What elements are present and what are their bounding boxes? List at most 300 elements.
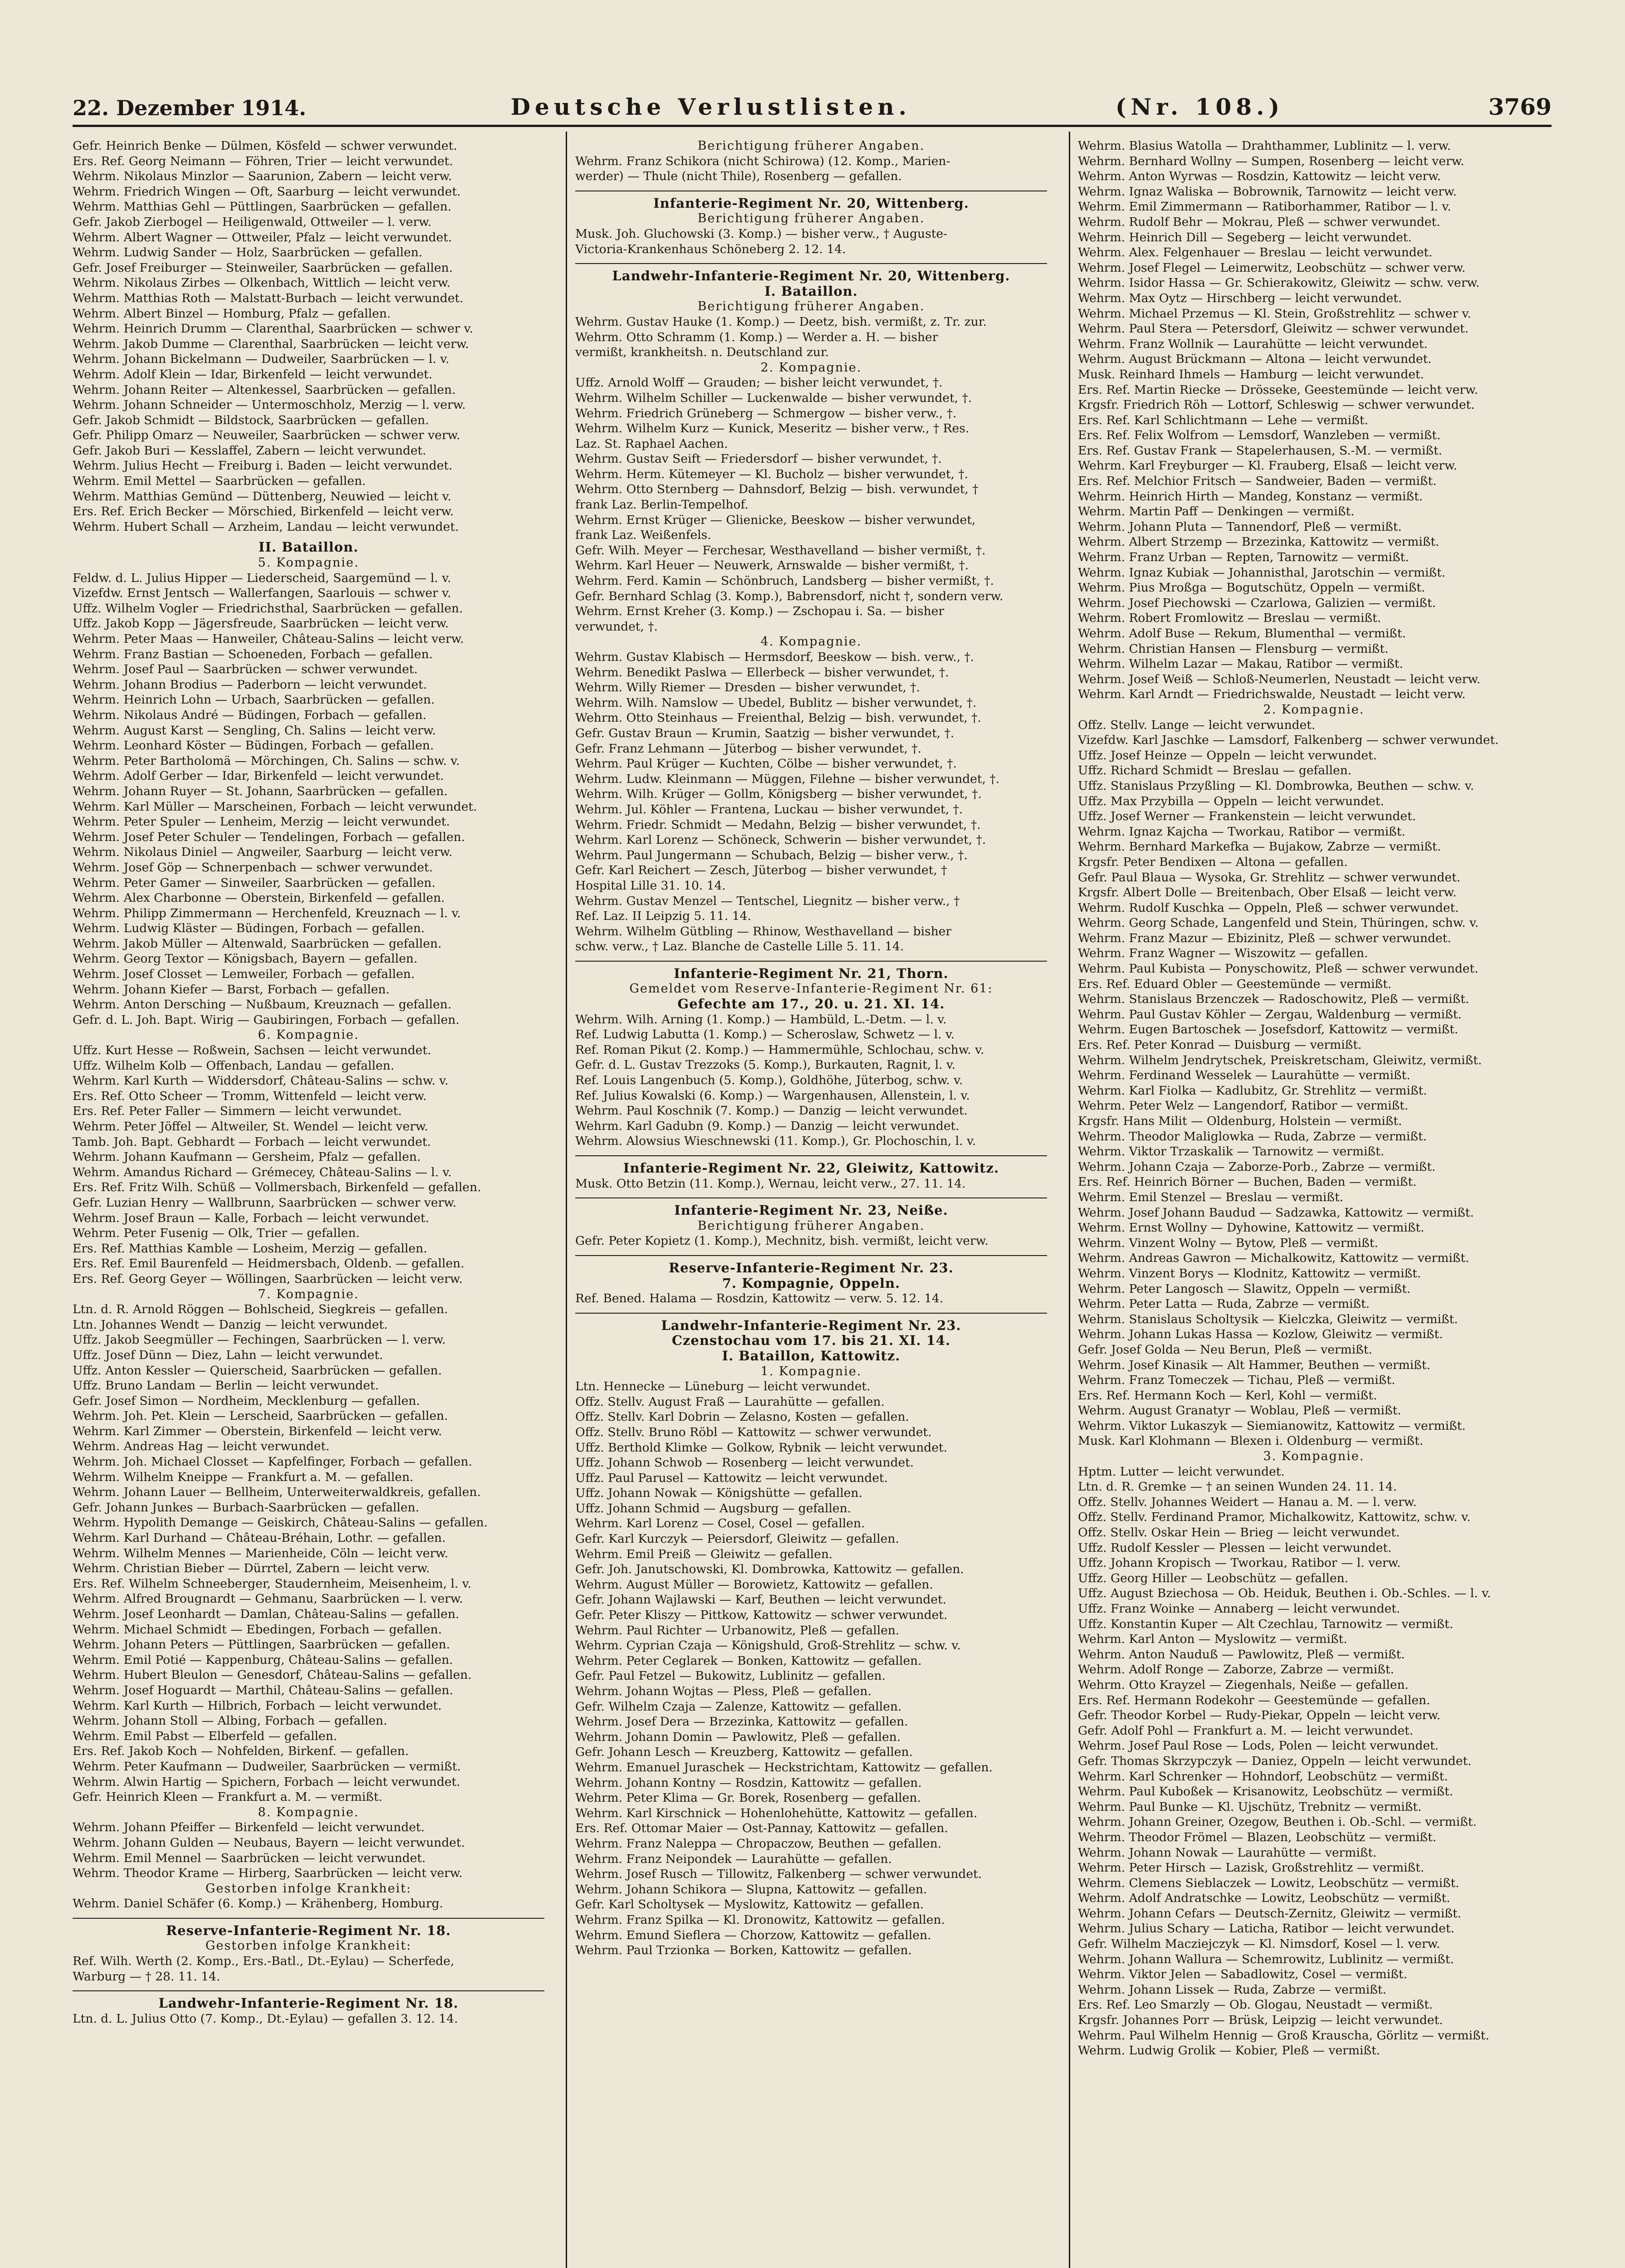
subsection-heading: Berichtigung früherer Angaben. (697, 299, 925, 314)
list-entry: Wehrm. Johann Kontny — Rosdzin, Kattowitz — gefallen. (575, 1775, 922, 1790)
list-entry: Uffz. Richard Schmidt — Breslau — gefallen. (1078, 763, 1352, 778)
list-entry: Uffz. Georg Hiller — Leobschütz — gefallen. (1078, 1571, 1349, 1585)
list-entry: vermißt, krankheitsh. n. Deutschland zur. (575, 345, 829, 360)
list-entry: Offz. Stellv. Oskar Hein — Brieg — leicht verwundet. (1078, 1525, 1400, 1540)
list-entry: Wehrm. Peter Welz — Langendorf, Ratibor — vermißt. (1078, 1099, 1409, 1113)
list-entry: Ers. Ref. Karl Schlichtmann — Lehe — vermißt. (1078, 413, 1369, 427)
list-entry: Wehrm. Josef Dera — Brzezinka, Kattowitz — gefallen. (575, 1715, 908, 1729)
section-separator (575, 257, 1047, 264)
list-entry: Wehrm. Paul Stera — Petersdorf, Gleiwitz — schwer verwundet. (1078, 322, 1469, 336)
list-entry: Wehrm. Viktor Trzaskalik — Tarnowitz — vermißt. (1078, 1144, 1385, 1159)
list-entry: Wehrm. Emil Mettel — Saarbrücken — gefallen. (73, 474, 366, 489)
list-entry: Wehrm. Josef Hoguardt — Marthil, Château-Salins — gefallen. (73, 1683, 453, 1697)
list-entry: Wehrm. Johann Gulden — Neubaus, Bayern — leicht verwundet. (73, 1835, 465, 1850)
list-entry: Wehrm. August Granatyr — Woblau, Pleß — vermißt. (1078, 1403, 1401, 1418)
list-entry: Wehrm. Ferd. Kamin — Schönbruch, Landsberg — bisher vermißt, †. (575, 574, 994, 588)
list-entry: Ref. Wilh. Werth (2. Komp., Ers.-Batl., Dt.-Eylau) — Scherfede, (73, 1954, 455, 1969)
list-entry: Wehrm. Wilh. Arning (1. Komp.) — Hambüld, L.-Detm. — l. v. (575, 1012, 947, 1026)
list-entry: Wehrm. Nikolaus Zirbes — Olkenbach, Wittlich — leicht verw. (73, 276, 450, 290)
list-entry: Wehrm. Josef Johann Baudud — Sadzawka, Kattowitz — vermißt. (1078, 1205, 1474, 1220)
list-entry: Wehrm. Paul Jungermann — Schubach, Belzig — bisher verw., †. (575, 848, 968, 862)
list-entry: Gefr. Peter Kliszy — Pittkow, Kattowitz — schwer verwundet. (575, 1608, 948, 1623)
list-entry: Wehrm. Paul Trzionka — Borken, Kattowitz — gefallen. (575, 1943, 912, 1958)
list-entry: Wehrm. Jul. Köhler — Frantena, Luckau — bisher verwundet, †. (575, 802, 963, 816)
section-heading: Reserve-Infanterie-Regiment Nr. 18. (166, 1923, 451, 1938)
list-entry: Wehrm. Theodor Krame — Hirberg, Saarbrücken — leicht verw. (73, 1866, 463, 1881)
list-entry: Wehrm. Ignaz Kajcha — Tworkau, Ratibor — vermißt. (1078, 824, 1405, 839)
list-entry: Uffz. Stanislaus Przyßling — Kl. Dombrowka, Beuthen — schw. v. (1078, 778, 1474, 793)
section-separator (575, 954, 1047, 962)
list-entry: Wehrm. Nikolaus Minzlor — Saarunion, Zabern — leicht verw. (73, 169, 452, 184)
list-entry: Wehrm. Friedrich Wingen — Oft, Saarburg — leicht verwundet. (73, 184, 461, 199)
list-entry: Ers. Ref. Ottomar Maier — Ost-Pannay, Kattowitz — gefallen. (575, 1821, 948, 1836)
list-entry: Ltn. d. R. Arnold Röggen — Bohlscheid, Siegkreis — gefallen. (73, 1302, 448, 1317)
list-entry: Laz. St. Raphael Aachen. (575, 436, 728, 451)
list-entry: Wehrm. Ludwig Sander — Holz, Saarbrücken — gefallen. (73, 245, 423, 260)
list-entry: Wehrm. Emil Potié — Kappenburg, Château-Salins — gefallen. (73, 1652, 453, 1667)
list-entry: Ers. Ref. Erich Becker — Mörschied, Birkenfeld — leicht verw. (73, 504, 454, 519)
list-entry: Gefr. Theodor Korbel — Rudy-Piekar, Oppeln — leicht verw. (1078, 1708, 1441, 1723)
list-entry: Wehrm. Emanuel Juraschek — Heckstrichtam, Kattowitz — gefallen. (575, 1760, 993, 1774)
list-entry: Wehrm. Johann Lukas Hassa — Kozlow, Gleiwitz — vermißt. (1078, 1327, 1443, 1342)
list-entry: Wehrm. Julius Hecht — Freiburg i. Baden — leicht verwundet. (73, 459, 453, 473)
section-separator (575, 1149, 1047, 1156)
list-entry: Wehrm. August Karst — Sengling, Ch. Salins — leicht verw. (73, 723, 436, 738)
subsection-heading: Gestorben infolge Krankheit: (205, 1881, 412, 1896)
list-entry: Wehrm. Karl Heuer — Neuwerk, Arnswalde — bisher vermißt, †. (575, 558, 969, 573)
list-entry: Wehrm. Karl Fiolka — Kadlubitz, Gr. Strehlitz — vermißt. (1078, 1083, 1427, 1098)
list-entry: Ref. Bened. Halama — Rosdzin, Kattowitz — verw. 5. 12. 14. (575, 1291, 944, 1306)
list-entry: Gefr. Jakob Buri — Kesslaffel, Zabern — leicht verwundet. (73, 443, 426, 458)
list-entry: Wehrm. Adolf Buse — Rekum, Blumenthal — vermißt. (1078, 626, 1406, 640)
list-entry: Uffz. Johann Schmid — Augsburg — gefallen. (575, 1501, 852, 1515)
list-entry: Musk. Reinhard Ihmels — Hamburg — leicht verwundet. (1078, 367, 1424, 381)
list-entry: Gefr. Bernhard Schlag (3. Komp.), Babrensdorf, nicht †, sondern verw. (575, 589, 1003, 603)
subsection-heading: 6. Kompagnie. (258, 1028, 359, 1042)
section-heading: Landwehr-Infanterie-Regiment Nr. 23. (661, 1318, 961, 1333)
list-entry: Wehrm. Alfred Brougnardt — Gehmanu, Saarbrücken — l. verw. (73, 1592, 463, 1606)
list-entry: Gefr. Joh. Janutschowski, Kl. Dombrowka, Kattowitz — gefallen. (575, 1562, 964, 1577)
list-entry: Uffz. Johann Schwob — Rosenberg — leicht verwundet. (575, 1456, 914, 1470)
list-entry: Ltn. Hennecke — Lüneburg — leicht verwundet. (575, 1379, 871, 1394)
list-entry: Wehrm. Matthias Gehl — Püttlingen, Saarbrücken — gefallen. (73, 200, 452, 214)
list-entry: Wehrm. Johann Schneider — Untermoschholz, Merzig — l. verw. (73, 398, 466, 412)
list-entry: Wehrm. Wilh. Krüger — Gollm, Königsberg — bisher verwundet, †. (575, 787, 982, 802)
column-divider (566, 132, 567, 2268)
list-entry: Wehrm. Alex. Felgenhauer — Breslau — leicht verwundet. (1078, 245, 1433, 260)
list-entry: Wehrm. Julius Schary — Laticha, Ratibor — leicht verwundet. (1078, 1921, 1455, 1936)
list-entry: Wehrm. Peter Langosch — Slawitz, Oppeln — vermißt. (1078, 1281, 1411, 1296)
list-entry: Wehrm. Alowsius Wieschnewski (11. Komp.), Gr. Plochoschin, l. v. (575, 1134, 976, 1149)
list-entry: Uffz. Josef Dünn — Diez, Lahn — leicht verwundet. (73, 1348, 383, 1362)
list-entry: Wehrm. Albert Binzel — Homburg, Pfalz — gefallen. (73, 306, 391, 321)
list-entry: Gefr. Adolf Pohl — Frankfurt a. M. — leicht verwundet. (1078, 1723, 1414, 1738)
list-entry: Wehrm. Johann Bickelmann — Dudweiler, Saarbrücken — l. v. (73, 352, 450, 367)
list-entry: Wehrm. Willy Riemer — Dresden — bisher verwundet, †. (575, 680, 920, 695)
subsection-heading: 2. Kompagnie. (1263, 702, 1365, 717)
list-entry: Gefr. d. L. Joh. Bapt. Wirig — Gaubiringen, Forbach — gefallen. (73, 1012, 460, 1027)
list-entry: Wehrm. Karl Lorenz — Schöneck, Schwerin — bisher verwundet, †. (575, 833, 986, 847)
list-entry: Wehrm. Heinrich Drumm — Clarenthal, Saarbrücken — schwer v. (73, 322, 474, 336)
list-entry: Ers. Ref. Jakob Koch — Nohfelden, Birkenf. — gefallen. (73, 1744, 409, 1759)
list-entry: Wehrm. Robert Fromlowitz — Breslau — vermißt. (1078, 611, 1381, 626)
subsection-heading: Berichtigung früherer Angaben. (697, 139, 925, 153)
list-entry: Ers. Ref. Gustav Frank — Stapelerhausen, S.-M. — vermißt. (1078, 443, 1443, 458)
list-entry: Wehrm. Heinrich Dill — Segeberg — leicht verwundet. (1078, 230, 1412, 244)
list-entry: Wehrm. Johann Peters — Püttlingen, Saarbrücken — gefallen. (73, 1637, 450, 1652)
list-entry: Ref. Ludwig Labutta (1. Komp.) — Scheroslaw, Schwetz — l. v. (575, 1027, 955, 1042)
list-entry: Ref. Roman Pikut (2. Komp.) — Hammermühle, Schlochau, schw. v. (575, 1042, 984, 1057)
list-entry: Wehrm. Ignaz Kubiak — Johannisthal, Jarotschin — vermißt. (1078, 565, 1446, 580)
list-entry: Wehrm. Peter Ceglarek — Bonken, Kattowitz — gefallen. (575, 1653, 922, 1668)
list-entry: Wehrm. Albert Wagner — Ottweiler, Pfalz — leicht verwundet. (73, 230, 452, 244)
list-entry: Wehrm. Benedikt Paslwa — Ellerbeck — bisher verwundet, †. (575, 665, 949, 679)
list-entry: Gefr. Paul Fetzel — Bukowitz, Lublinitz — gefallen. (575, 1669, 886, 1683)
column-divider (1069, 132, 1070, 2268)
list-entry: Wehrm. Peter Latta — Ruda, Zabrze — vermißt. (1078, 1297, 1370, 1311)
list-entry: Gefr. Franz Lehmann — Jüterbog — bisher verwundet, †. (575, 741, 922, 756)
list-entry: Wehrm. Peter Kaufmann — Dudweiler, Saarbrücken — vermißt. (73, 1759, 461, 1774)
list-entry: Wehrm. Bernhard Markefka — Bujakow, Zabrze — vermißt. (1078, 840, 1441, 854)
list-entry: Musk. Otto Betzin (11. Komp.), Wernau, leicht verw., 27. 11. 14. (575, 1176, 966, 1191)
list-entry: Wehrm. Emil Zimmermann — Ratiborhammer, Ratibor — l. v. (1078, 200, 1451, 214)
list-entry: Wehrm. Ernst Kreher (3. Komp.) — Zschopau i. Sa. — bisher (575, 604, 945, 619)
section-heading: I. Bataillon, Kattowitz. (722, 1348, 901, 1364)
list-entry: Wehrm. Josef Kinasik — Alt Hammer, Beuthen — vermißt. (1078, 1358, 1431, 1372)
list-entry: Gefr. Josef Simon — Nordheim, Mecklenburg — gefallen. (73, 1393, 420, 1408)
list-entry: Wehrm. Anton Nauduß — Pawlowitz, Pleß — vermißt. (1078, 1647, 1405, 1662)
section-heading: Gefechte am 17., 20. u. 21. XI. 14. (677, 997, 945, 1012)
list-entry: Gefr. Karl Scholtysek — Myslowitz, Kattowitz — gefallen. (575, 1897, 924, 1912)
column-1 (73, 138, 544, 2026)
list-entry: Wehrm. Franz Tomeczek — Tichau, Pleß — vermißt. (1078, 1373, 1395, 1388)
list-entry: Uffz. Max Przybilla — Oppeln — leicht verwundet. (1078, 794, 1384, 808)
subsection-heading: Gestorben infolge Krankheit: (205, 1939, 412, 1953)
list-entry: Wehrm. Johann Ruyer — St. Johann, Saarbrücken — gefallen. (73, 784, 448, 798)
list-entry: Victoria-Krankenhaus Schöneberg 2. 12. 14. (575, 242, 846, 256)
list-entry: Wehrm. Viktor Jelen — Sabadlowitz, Cosel — vermißt. (1078, 1967, 1408, 1982)
list-entry: Wehrm. Ignaz Waliska — Bobrownik, Tarnowitz — leicht verw. (1078, 184, 1457, 199)
list-entry: Wehrm. Johann Lauer — Bellheim, Unterweiterwaldkreis, gefallen. (73, 1485, 481, 1500)
list-entry: Uffz. Kurt Hesse — Roßwein, Sachsen — leicht verwundet. (73, 1043, 431, 1058)
list-entry: Wehrm. Karl Kurth — Widdersdorf, Château-Salins — schw. v. (73, 1074, 449, 1088)
list-entry: Wehrm. Peter Maas — Hanweiler, Château-Salins — leicht verw. (73, 632, 464, 646)
section-heading: Infanterie-Regiment Nr. 21, Thorn. (674, 966, 949, 981)
list-entry: Gefr. Johann Junkes — Burbach-Saarbrücken — gefallen. (73, 1500, 420, 1515)
list-entry: Hospital Lille 31. 10. 14. (575, 878, 726, 893)
section-separator (575, 1191, 1047, 1198)
list-entry: Ers. Ref. Peter Konrad — Duisburg — vermißt. (1078, 1038, 1362, 1052)
section-separator (575, 184, 1047, 191)
list-entry: Offz. Stellv. Bruno Röbl — Kattowitz — schwer verwundet. (575, 1425, 932, 1439)
list-entry: Ers. Ref. Georg Neimann — Föhren, Trier — leicht verwundet. (73, 154, 453, 168)
list-entry: Gefr. Karl Kurczyk — Peiersdorf, Gleiwitz — gefallen. (575, 1532, 899, 1546)
list-entry: Uffz. Jakob Kopp — Jägersfreude, Saarbrücken — leicht verw. (73, 616, 449, 631)
list-entry: Wehrm. Franz Mazur — Ebizinitz, Pleß — schwer verwundet. (1078, 931, 1451, 945)
list-entry: Wehrm. Vinzent Borys — Klodnitz, Kattowitz — vermißt. (1078, 1266, 1421, 1281)
list-entry: Gefr. Peter Kopietz (1. Komp.), Mechnitz, bish. vermißt, leicht verw. (575, 1234, 989, 1248)
list-entry: Wehrm. Friedr. Schmidt — Medahn, Belzig — bisher verwundet, †. (575, 817, 981, 832)
list-entry: Wehrm. Otto Steinhaus — Freienthal, Belzig — bish. verwundet, †. (575, 711, 981, 725)
list-entry: Wehrm. Peter Gamer — Sinweiler, Saarbrücken — gefallen. (73, 875, 436, 890)
list-entry: Wehrm. Josef Peter Schuler — Tendelingen, Forbach — gefallen. (73, 830, 465, 844)
list-entry: Wehrm. Adolf Ronge — Zaborze, Zabrze — vermißt. (1078, 1662, 1395, 1677)
list-entry: Wehrm. Pius Mroßga — Bogutschütz, Oppeln — vermißt. (1078, 581, 1425, 595)
list-entry: Uffz. Rudolf Kessler — Plessen — leicht verwundet. (1078, 1540, 1392, 1555)
list-entry: Tamb. Joh. Bapt. Gebhardt — Forbach — leicht verwundet. (73, 1134, 431, 1149)
list-entry: Wehrm. Emil Preiß — Gleiwitz — gefallen. (575, 1547, 833, 1561)
list-entry: Wehrm. Karl Schrenker — Hohndorf, Leobschütz — vermißt. (1078, 1769, 1448, 1784)
list-entry: Gefr. Wilhelm Czaja — Zalenze, Kattowitz — gefallen. (575, 1699, 902, 1714)
list-entry: Wehrm. Eugen Bartoschek — Josefsdorf, Kattowitz — vermißt. (1078, 1022, 1459, 1037)
list-entry: Wehrm. Johann Schikora — Slupna, Kattowitz — gefallen. (575, 1882, 927, 1897)
list-entry: Wehrm. Paul Krüger — Kuchten, Cölbe — bisher verwundet, †. (575, 757, 957, 771)
spacer (73, 534, 544, 540)
list-entry: Krgsfr. Friedrich Röh — Lottorf, Schleswig — schwer verwundet. (1078, 398, 1475, 412)
list-entry: Wehrm. Paul Wilhelm Hennig — Groß Krauscha, Görlitz — vermißt. (1078, 2028, 1489, 2043)
list-entry: Uffz. Josef Heinze — Oppeln — leicht verwundet. (1078, 748, 1377, 763)
list-entry: Wehrm. Josef Braun — Kalle, Forbach — leicht verwundet. (73, 1211, 430, 1225)
list-entry: Wehrm. Karl Arndt — Friedrichswalde, Neustadt — leicht verw. (1078, 687, 1466, 702)
list-entry: Offz. Stellv. Ferdinand Pramor, Michalkowitz, Kattowitz, schw. v. (1078, 1510, 1471, 1525)
list-entry: Wehrm. Ernst Krüger — Glienicke, Beeskow — bisher verwundet, (575, 513, 976, 527)
list-entry: Wehrm. Franz Wollnik — Laurahütte — leicht verwundet. (1078, 337, 1428, 351)
list-entry: Wehrm. Johann Pfeiffer — Birkenfeld — leicht verwundet. (73, 1820, 425, 1835)
list-entry: Wehrm. Johann Pluta — Tannendorf, Pleß — vermißt. (1078, 519, 1402, 534)
list-entry: Krgsfr. Peter Bendixen — Altona — gefallen. (1078, 855, 1348, 869)
list-entry: Wehrm. Josef Göp — Schnerpenbach — schwer verwundet. (73, 860, 433, 875)
list-entry: Wehrm. Emil Pabst — Elberfeld — gefallen. (73, 1729, 338, 1743)
list-entry: Wehrm. Leonhard Köster — Büdingen, Forbach — gefallen. (73, 738, 434, 753)
list-entry: Wehrm. Emil Mennel — Saarbrücken — leicht verwundet. (73, 1851, 426, 1865)
subsection-heading: Berichtigung früherer Angaben. (697, 211, 925, 226)
list-entry: Wehrm. Peter Klima — Gr. Borek, Rosenberg — gefallen. (575, 1791, 921, 1805)
subsection-heading: 2. Kompagnie. (760, 360, 862, 375)
list-entry: Wehrm. Hubert Schall — Arzheim, Landau — leicht verwundet. (73, 519, 459, 534)
list-entry: Wehrm. Anton Dersching — Nußbaum, Kreuznach — gefallen. (73, 997, 452, 1012)
list-entry: Wehrm. Karl Müller — Marscheinen, Forbach — leicht verwundet. (73, 799, 477, 814)
list-entry: Wehrm. Adolf Gerber — Idar, Birkenfeld — leicht verwundet. (73, 769, 444, 783)
list-entry: Wehrm. Adolf Klein — Idar, Birkenfeld — leicht verwundet. (73, 367, 433, 381)
list-entry: Uffz. August Bziechosa — Ob. Heiduk, Beuthen i. Ob.-Schles. — l. v. (1078, 1586, 1491, 1601)
list-entry: Wehrm. Josef Paul — Saarbrücken — schwer verwundet. (73, 662, 418, 677)
subsection-heading: Gemeldet vom Reserve-Infanterie-Regiment Nr. 61: (629, 982, 993, 996)
list-entry: Wehrm. Johann Nowak — Laurahütte — vermißt. (1078, 1845, 1377, 1860)
section-heading: Infanterie-Regiment Nr. 20, Wittenberg. (653, 196, 969, 211)
list-entry: Wehrm. Franz Schikora (nicht Schirowa) (12. Komp., Marien- (575, 154, 950, 168)
list-entry: Krgsfr. Hans Milit — Oldenburg, Holstein — vermißt. (1078, 1114, 1402, 1128)
list-entry: Wehrm. Viktor Lukaszyk — Siemianowitz, Kattowitz — vermißt. (1078, 1418, 1466, 1433)
list-entry: Wehrm. Albert Strzemp — Brzezinka, Kattowitz — vermißt. (1078, 535, 1439, 549)
list-entry: Wehrm. Josef Paul Rose — Lods, Polen — leicht verwundet. (1078, 1739, 1439, 1753)
list-entry: Gefr. Luzian Henry — Wallbrunn, Saarbrücken — schwer verw. (73, 1195, 457, 1210)
subsection-heading: 1. Kompagnie. (760, 1364, 862, 1378)
list-entry: Gefr. Wilh. Meyer — Ferchesar, Westhavelland — bisher vermißt, †. (575, 543, 986, 557)
list-entry: Wehrm. Jakob Müller — Altenwald, Saarbrücken — gefallen. (73, 936, 442, 951)
section-separator (73, 1911, 544, 1919)
list-entry: Wehrm. Josef Rusch — Tillowitz, Falkenberg — schwer verwundet. (575, 1867, 982, 1882)
list-entry: Wehrm. Karl Zimmer — Oberstein, Birkenfeld — leicht verw. (73, 1424, 442, 1438)
list-entry: Wehrm. Vinzent Wolny — Bytow, Pleß — vermißt. (1078, 1236, 1378, 1250)
list-entry: Wehrm. Paul Kuboßek — Krisanowitz, Leobschütz — vermißt. (1078, 1784, 1454, 1799)
list-entry: Wehrm. Ludwig Grolik — Kobier, Pleß — vermißt. (1078, 2043, 1380, 2058)
list-entry: Wehrm. Andreas Gawron — Michalkowitz, Kattowitz — vermißt. (1078, 1251, 1469, 1266)
list-entry: Wehrm. Friedrich Grüneberg — Schmergow — bisher verw., †. (575, 406, 957, 420)
list-entry: Wehrm. Emil Stenzel — Breslau — vermißt. (1078, 1190, 1344, 1204)
list-entry: Wehrm. Franz Neipondek — Laurahütte — gefallen. (575, 1852, 892, 1866)
list-entry: Wehrm. Rudolf Behr — Mokrau, Pleß — schwer verwundet. (1078, 215, 1440, 229)
list-entry: Ltn. Johannes Wendt — Danzig — leicht verwundet. (73, 1317, 388, 1332)
list-entry: Wehrm. Nikolaus Diniel — Angweiler, Saarburg — leicht verw. (73, 845, 453, 860)
list-entry: Wehrm. Heinrich Lohn — Urbach, Saarbrücken — gefallen. (73, 693, 435, 707)
list-entry: Wehrm. Johann Greiner, Ozegow, Beuthen i. Ob.-Schl. — vermißt. (1078, 1815, 1477, 1829)
list-entry: Wehrm. Gustav Seift — Friedersdorf — bisher verwundet, †. (575, 452, 942, 466)
list-entry: Wehrm. Karl Durhand — Château-Bréhain, Lothr. — gefallen. (73, 1531, 446, 1545)
list-entry: Krgsfr. Johannes Porr — Brüsk, Leipzig — leicht verwundet. (1078, 2013, 1443, 2028)
list-entry: Wehrm. Johann Domin — Pawlowitz, Pleß — gefallen. (575, 1730, 901, 1744)
list-entry: Wehrm. Johann Kaufmann — Gersheim, Pfalz — gefallen. (73, 1150, 421, 1164)
list-entry: Uffz. Arnold Wolff — Grauden; — bisher leicht verwundet, †. (575, 376, 943, 390)
list-entry: Wehrm. Matthias Gemünd — Düttenberg, Neuwied — leicht v. (73, 489, 451, 503)
list-entry: Wehrm. Karl Gadubn (9. Komp.) — Danzig — leicht verwundet. (575, 1119, 959, 1133)
list-entry: Wehrm. Max Oytz — Hirschberg — leicht verwundet. (1078, 291, 1402, 305)
list-entry: Wehrm. Karl Freyburger — Kl. Frauberg, Elsaß — leicht verw. (1078, 459, 1458, 473)
list-entry: Wehrm. Josef Leonhardt — Damlan, Château-Salins — gefallen. (73, 1607, 460, 1621)
list-entry: Wehrm. Adolf Andratschke — Lowitz, Leobschütz — vermißt. (1078, 1891, 1450, 1906)
list-entry: Wehrm. Johann Lissek — Ruda, Zabrze — vermißt. (1078, 1982, 1386, 1997)
list-entry: Ers. Ref. Emil Baurenfeld — Heidmersbach, Oldenb. — gefallen. (73, 1256, 465, 1271)
list-entry: Wehrm. Herm. Kütemeyer — Kl. Bucholz — bisher verwundet, †. (575, 467, 969, 481)
list-entry: Wehrm. Hubert Bleulon — Genesdorf, Château-Salins — gefallen. (73, 1668, 472, 1682)
list-entry: Wehrm. Daniel Schäfer (6. Komp.) — Krähenberg, Homburg. (73, 1897, 443, 1911)
list-entry: Wehrm. Johann Czaja — Zaborze-Porb., Zabrze — vermißt. (1078, 1159, 1436, 1174)
list-entry: Feldw. d. L. Julius Hipper — Liederscheid, Saargemünd — l. v. (73, 571, 451, 585)
list-entry: Ers. Ref. Martin Riecke — Drösseke, Geestemünde — leicht verw. (1078, 382, 1478, 397)
list-entry: frank Laz. Berlin-Tempelhof. (575, 498, 749, 512)
list-entry: Offz. Stellv. August Fraß — Laurahütte — gefallen. (575, 1394, 885, 1409)
list-entry: Uffz. Wilhelm Kolb — Offenbach, Landau — gefallen. (73, 1058, 395, 1073)
list-entry: Wehrm. Karl Kirschnick — Hohenlohehütte, Kattowitz — gefallen. (575, 1806, 978, 1820)
list-entry: Wehrm. Paul Kubista — Ponyschowitz, Pleß — schwer verwundet. (1078, 962, 1478, 976)
list-entry: Wehrm. Martin Paff — Denkingen — vermißt. (1078, 504, 1355, 519)
list-entry: Wehrm. Anton Wyrwas — Rosdzin, Kattowitz — leicht verw. (1078, 169, 1441, 184)
list-entry: Wehrm. Michael Schmidt — Ebedingen, Forbach — gefallen. (73, 1622, 442, 1637)
list-entry: Wehrm. Johann Brodius — Paderborn — leicht verwundet. (73, 677, 427, 692)
list-entry: Wehrm. Cyprian Czaja — Königshuld, Groß-Strehlitz — schw. v. (575, 1638, 961, 1653)
list-entry: Wehrm. Jakob Dumme — Clarenthal, Saarbrücken — leicht verw. (73, 337, 469, 351)
list-entry: Wehrm. Franz Wagner — Wiszowitz — gefallen. (1078, 946, 1368, 961)
list-entry: Wehrm. Wilhelm Kneippe — Frankfurt a. M. — gefallen. (73, 1470, 414, 1484)
section-heading: Landwehr-Infanterie-Regiment Nr. 20, Wittenberg. (612, 269, 1010, 284)
subsection-heading: 8. Kompagnie. (258, 1805, 359, 1819)
list-entry: Wehrm. Bernhard Wollny — Sumpen, Rosenberg — leicht verw. (1078, 154, 1464, 168)
section-separator (575, 1306, 1047, 1314)
list-entry: Uffz. Johann Nowak — Königshütte — gefallen. (575, 1486, 862, 1501)
section-heading: Czenstochau vom 17. bis 21. XI. 14. (671, 1333, 951, 1349)
list-entry: Wehrm. Clemens Sieblaczek — Lowitz, Leobschütz — vermißt. (1078, 1876, 1459, 1890)
list-entry: Wehrm. Christian Hansen — Flensburg — vermißt. (1078, 641, 1389, 656)
list-entry: Wehrm. Stanislaus Brzenczek — Radoschowitz, Pleß — vermißt. (1078, 992, 1469, 1007)
list-entry: Wehrm. Johann Stoll — Albing, Forbach — gefallen. (73, 1714, 387, 1728)
list-entry: Wehrm. August Müller — Borowietz, Kattowitz — gefallen. (575, 1577, 933, 1592)
section-heading: I. Bataillon. (764, 284, 858, 299)
list-entry: Uffz. Berthold Klimke — Golkow, Rybnik — leicht verwundet. (575, 1440, 948, 1455)
list-entry: Offz. Stellv. Karl Dobrin — Zelasno, Kosten — gefallen. (575, 1410, 909, 1424)
list-entry: Wehrm. Isidor Hassa — Gr. Schierakowitz, Gleiwitz — schw. verw. (1078, 276, 1480, 290)
list-entry: Wehrm. Philipp Zimmermann — Herchenfeld, Kreuznach — l. v. (73, 906, 461, 920)
issue-date: 22. Dezember 1914. (73, 96, 306, 120)
list-entry: Ers. Ref. Fritz Wilh. Schüß — Vollmersbach, Birkenfeld — gefallen. (73, 1180, 481, 1195)
list-entry: Gefr. Josef Golda — Neu Berun, Pleß — vermißt. (1078, 1342, 1372, 1357)
list-entry: Ers. Ref. Felix Wolfrom — Lemsdorf, Wanzleben — vermißt. (1078, 428, 1441, 443)
subsection-heading: 5. Kompagnie. (258, 556, 359, 570)
list-entry: schw. verw., † Laz. Blanche de Castelle Lille 5. 11. 14. (575, 939, 904, 954)
list-entry: Wehrm. Christian Bieber — Dürrtel, Zabern — leicht verw. (73, 1561, 430, 1576)
list-entry: Ers. Ref. Wilhelm Schneeberger, Staudernheim, Meisenheim, l. v. (73, 1576, 472, 1591)
list-entry: Wehrm. Otto Schramm (1. Komp.) — Werder a. H. — bisher (575, 330, 938, 344)
list-entry: Uffz. Wilhelm Vogler — Friedrichsthal, Saarbrücken — gefallen. (73, 601, 463, 616)
list-entry: Wehrm. Matthias Roth — Malstatt-Burbach — leicht verwundet. (73, 291, 464, 305)
list-entry: Wehrm. Hypolith Demange — Geiskirch, Château-Salins — gefallen. (73, 1515, 488, 1530)
list-entry: Ers. Ref. Hermann Rodekohr — Geestemünde — gefallen. (1078, 1693, 1430, 1707)
list-entry: Musk. Joh. Gluchowski (3. Komp.) — bisher verw., † Auguste- (575, 226, 948, 241)
list-entry: Wehrm. Franz Spilka — Kl. Dronowitz, Kattowitz — gefallen. (575, 1912, 945, 1927)
list-entry: Musk. Karl Klohmann — Blexen i. Oldenburg — vermißt. (1078, 1434, 1424, 1448)
list-entry: Ltn. d. L. Julius Otto (7. Komp., Dt.-Eylau) — gefallen 3. 12. 14. (73, 2011, 458, 2026)
list-entry: Wehrm. Otto Krayzel — Ziegenhals, Neiße — gefallen. (1078, 1677, 1409, 1692)
list-entry: Uffz. Franz Woinke — Annaberg — leicht verwundet. (1078, 1602, 1400, 1616)
list-entry: Wehrm. Peter Fusenig — Olk, Trier — gefallen. (73, 1226, 360, 1241)
list-entry: Wehrm. Josef Weiß — Schloß-Neumerlen, Neustadt — leicht verw. (1078, 672, 1481, 686)
list-entry: Wehrm. Ludwig Kläster — Büdingen, Forbach — gefallen. (73, 921, 425, 936)
list-entry: Wehrm. Franz Naleppa — Chropaczow, Beuthen — gefallen. (575, 1836, 942, 1851)
list-entry: Wehrm. Gustav Klabisch — Hermsdorf, Beeskow — bish. verw., †. (575, 650, 974, 664)
list-entry: Vizefdw. Karl Jaschke — Lamsdorf, Falkenberg — schwer verwundet. (1078, 733, 1499, 748)
list-entry: Wehrm. Paul Bunke — Kl. Ujschütz, Trebnitz — vermißt. (1078, 1799, 1422, 1814)
list-entry: Uffz. Paul Parusel — Kattowitz — leicht verwundet. (575, 1471, 888, 1485)
section-heading: Reserve-Infanterie-Regiment Nr. 23. (669, 1260, 954, 1276)
list-entry: Wehrm. Wilhelm Lazar — Makau, Ratibor — vermißt. (1078, 657, 1403, 671)
list-entry: Wehrm. Otto Sternberg — Dahnsdorf, Belzig — bish. verwundet, † (575, 482, 979, 497)
page-header (73, 79, 1552, 120)
list-entry: Uffz. Jakob Seegmüller — Fechingen, Saarbrücken — l. verw. (73, 1333, 446, 1347)
list-entry: Uffz. Anton Kessler — Quierscheid, Saarbrücken — gefallen. (73, 1363, 442, 1378)
list-entry: Ref. Louis Langenbuch (5. Komp.), Goldhöhe, Jüterbog, schw. v. (575, 1073, 963, 1088)
list-entry: Ref. Laz. II Leipzig 5. 11. 14. (575, 909, 751, 924)
list-entry: Wehrm. Stanislaus Scholtysik — Kielczka, Gleiwitz — vermißt. (1078, 1312, 1458, 1326)
subsection-heading: 7. Kompagnie. (258, 1287, 359, 1301)
list-entry: Gefr. Wilhelm Macziejczyk — Kl. Nimsdorf, Kosel — l. verw. (1078, 1937, 1440, 1951)
list-entry: Wehrm. Josef Flegel — Leimerwitz, Leobschütz — schwer verw. (1078, 260, 1466, 275)
list-entry: Ers. Ref. Hermann Koch — Kerl, Kohl — vermißt. (1078, 1388, 1377, 1403)
list-entry: Ers. Ref. Leo Smarzly — Ob. Glogau, Neustadt — vermißt. (1078, 1998, 1433, 2012)
list-entry: Gefr. Jakob Zierbogel — Heiligenwald, Ottweiler — l. verw. (73, 215, 432, 229)
list-entry: Ltn. d. R. Gremke — † an seinen Wunden 24. 11. 14. (1078, 1480, 1397, 1494)
list-entry: werder) — Thule (nicht Thile), Rosenberg — gefallen. (575, 169, 902, 184)
list-entry: Ers. Ref. Matthias Kamble — Losheim, Merzig — gefallen. (73, 1241, 427, 1256)
list-entry: Wehrm. Peter Spuler — Lenheim, Merzig — leicht verwundet. (73, 815, 450, 829)
list-entry: Wehrm. Peter Hirsch — Lazisk, Großstrehlitz — vermißt. (1078, 1861, 1424, 1875)
list-entry: Wehrm. Gustav Menzel — Tentschel, Liegnitz — bisher verw., † (575, 894, 960, 908)
list-entry: Gefr. Jakob Schmidt — Bildstock, Saarbrücken — gefallen. (73, 413, 429, 427)
list-entry: Gefr. Heinrich Kleen — Frankfurt a. M. — vermißt. (73, 1790, 382, 1804)
list-entry: Ers. Ref. Peter Faller — Simmern — leicht verwundet. (73, 1104, 402, 1119)
list-entry: Wehrm. Rudolf Kuschka — Oppeln, Pleß — schwer verwundet. (1078, 900, 1459, 915)
list-entry: Wehrm. Wilhelm Kurz — Kunick, Meseritz — bisher verw., † Res. (575, 421, 969, 436)
list-entry: Wehrm. Johann Reiter — Altenkessel, Saarbrücken — gefallen. (73, 382, 456, 397)
list-entry: Wehrm. Emund Sieflera — Chorzow, Kattowitz — gefallen. (575, 1928, 931, 1942)
list-entry: Wehrm. Franz Bastian — Schoeneden, Forbach — gefallen. (73, 647, 433, 661)
